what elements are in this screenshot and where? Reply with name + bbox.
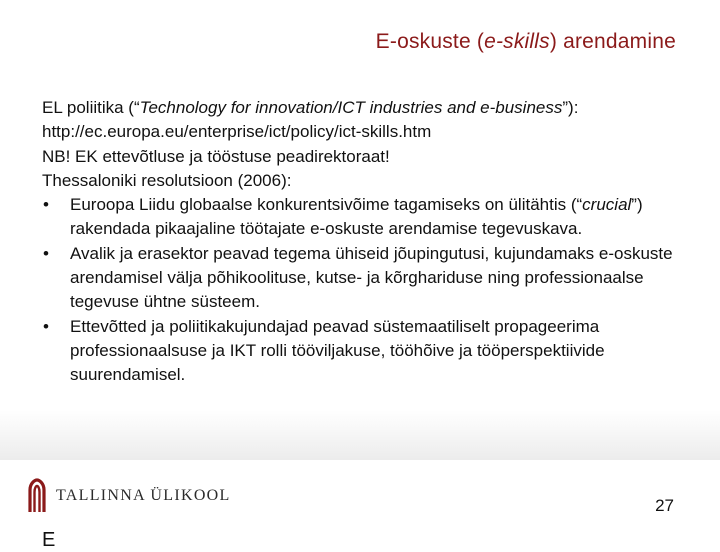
bullet-marker: • <box>43 195 49 215</box>
tlu-emblem-icon <box>26 478 48 514</box>
policy-line-suffix: ”): <box>562 98 579 117</box>
bullet-marker: • <box>43 316 49 336</box>
bullet-text: Ettevõtted ja poliitikakujundajad peavad süstemaatiliselt propageerima professionaalsuse ja IKT rolli tööviljakuse, tööhõive ja tööperspektiivide suurendamisel. <box>70 316 605 385</box>
title-prefix: E-oskuste ( <box>375 30 485 53</box>
university-logo <box>26 478 231 514</box>
bullet-text: ”) rakendada pikaajaline töötajate e-oskuste arendamise tegevuskava. <box>70 195 643 239</box>
bullet-item <box>42 315 682 388</box>
policy-line <box>42 96 682 120</box>
resolution-heading: Thessaloniki resolutsioon (2006): <box>42 170 292 190</box>
nb-line: NB! EK ettevõtluse ja tööstuse peadirektoraat! <box>42 146 390 166</box>
slide-title <box>376 30 676 54</box>
bullet-item <box>42 242 682 315</box>
page-number: 27 <box>655 496 674 515</box>
bullet-list <box>42 193 682 387</box>
bullet-text: Avalik ja erasektor peavad tegema ühiseid jõupingutusi, kujundamaks e-oskuste arendamisel välja põhikoolituse, kutse- ja kõrghariduse ning professionaalse tegevuse ühtne süsteem. <box>70 243 673 312</box>
bullet-italic: crucial <box>582 195 632 215</box>
bullet-marker: • <box>43 243 49 263</box>
cropped-text-fragment: E <box>42 529 56 551</box>
footer-gradient-band <box>0 410 720 460</box>
title-suffix: ) arendamine <box>549 30 676 53</box>
bullet-item <box>42 193 682 242</box>
slide-body <box>42 96 682 388</box>
bullet-text: Euroopa Liidu globaalse konkurentsivõime tagamiseks on ülitähtis (“ <box>70 195 583 215</box>
logo-text: TALLINNA ÜLIKOOL <box>56 487 231 504</box>
policy-url: http://ec.europa.eu/enterprise/ict/policy/ict-skills.htm <box>42 122 432 142</box>
policy-line-italic: Technology for innovation/ICT industries and e-business <box>139 98 563 117</box>
title-italic: e-skills <box>484 30 550 53</box>
policy-line-prefix: EL poliitika (“ <box>42 98 140 117</box>
